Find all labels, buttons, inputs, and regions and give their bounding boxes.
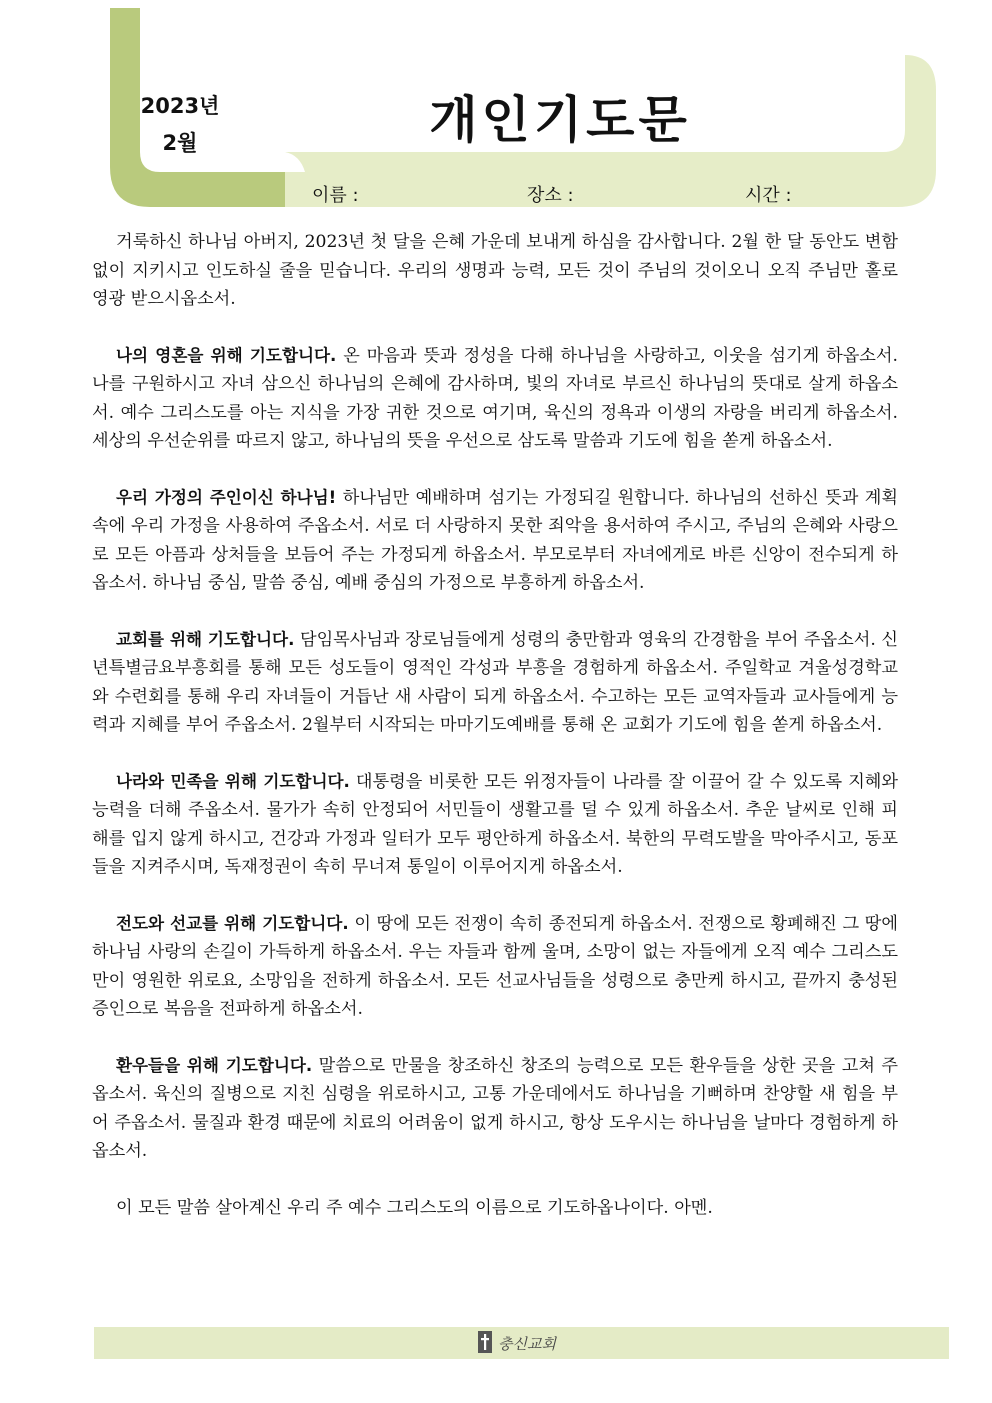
place-field-label: 장소 : bbox=[527, 185, 574, 206]
paragraph-heading: 교회를 위해 기도합니다. bbox=[116, 629, 295, 649]
prayer-paragraph-church bbox=[92, 626, 898, 740]
paragraph-heading: 나라와 민족을 위해 기도합니다. bbox=[116, 771, 350, 791]
prayer-paragraph-mission bbox=[92, 910, 898, 1024]
paragraph-heading: 나의 영혼을 위해 기도합니다. bbox=[116, 345, 337, 365]
prayer-paragraph-family bbox=[92, 484, 898, 598]
paragraph-heading: 우리 가정의 주인이신 하나님! bbox=[116, 487, 337, 507]
church-logo-text: 충신교회 bbox=[498, 1335, 556, 1353]
prayer-paragraph-intro bbox=[92, 228, 898, 314]
name-field-label: 이름 : bbox=[312, 185, 359, 206]
paragraph-text: 대통령을 비롯한 모든 위정자들이 나라를 잘 이끌어 갈 수 있도록 지혜와 능력을 더해 주옵소서. 물가가 속히 안정되어 서민들이 생활고를 덜 수 있게 하옵소서. 추운 날씨로 인해 피해를 입지 않게 하시고, 건강과 가정과 일터가 모두 평안하게 하옵소서. 북한의 무력도발을 막아주시고, 동포들을 지켜주시며, 독재정권이 속히 무너져 통일이 이루어지게 하옵소서. bbox=[92, 771, 898, 877]
paragraph-text: 온 마음과 뜻과 정성을 다해 하나님을 사랑하고, 이웃을 섬기게 하옵소서. 나를 구원하시고 자녀 삼으신 하나님의 은혜에 감사하며, 빛의 자녀로 부르신 하나님의 뜻대로 살게 하옵소서. 예수 그리스도를 아는 지식을 가장 귀한 것으로 여기며, 육신의 정욕과 이생의 자랑을 버리게 하옵소서. 세상의 우선순위를 따르지 않고, 하나님의 뜻을 우선으로 삼도록 말씀과 기도에 힘을 쏟게 하옵소서. bbox=[92, 345, 898, 451]
paragraph-text: 담임목사님과 장로님들에게 성령의 충만함과 영육의 간경함을 부어 주옵소서. 신년특별금요부흥회를 통해 모든 성도들이 영적인 각성과 부흥을 경험하게 하옵소서. 주일학교 겨울성경학교와 수련회를 통해 우리 자녀들이 거듭난 새 사람이 되게 하옵소서. 수고하는 모든 교역자들과 교사들에게 능력과 지혜를 부어 주옵소서. 2월부터 시작되는 마마기도예배를 통해 온 교회가 기도에 힘을 쏟게 하옵소서. bbox=[92, 629, 898, 735]
month-label: 2월 bbox=[162, 131, 198, 155]
paragraph-text: 말씀으로 만물을 창조하신 창조의 능력으로 모든 환우들을 상한 곳을 고쳐 주옵소서. 육신의 질병으로 지친 심령을 위로하시고, 고통 가운데에서도 하나님을 기뻐하며 찬양할 새 힘을 부어 주옵소서. 물질과 환경 때문에 치료의 어려움이 없게 하시고, 항상 도우시는 하나님을 날마다 경험하게 하옵소서. bbox=[92, 1055, 898, 1161]
header-banner bbox=[0, 0, 992, 215]
prayer-paragraph-nation bbox=[92, 768, 898, 882]
page-title: 개인기도문 bbox=[429, 91, 691, 149]
year-label: 2023년 bbox=[140, 94, 220, 118]
prayer-body bbox=[92, 228, 898, 1222]
cross-logo-icon bbox=[478, 1331, 492, 1353]
paragraph-text: 거룩하신 하나님 아버지, 2023년 첫 달을 은혜 가운데 보내게 하심을 감사합니다. 2월 한 달 동안도 변함없이 지키시고 인도하실 줄을 믿습니다. 우리의 생명과 능력, 모든 것이 주님의 것이오니 오직 주님만 홀로 영광 받으시옵소서. bbox=[92, 232, 898, 309]
prayer-paragraph-soul bbox=[92, 342, 898, 456]
paragraph-heading: 전도와 선교를 위해 기도합니다. bbox=[116, 913, 349, 933]
paragraph-text: 이 땅에 모든 전쟁이 속히 종전되게 하옵소서. 전쟁으로 황폐해진 그 땅에 하나님 사랑의 손길이 가득하게 하옵소서. 우는 자들과 함께 울며, 소망이 없는 자들에게 오직 예수 그리스도만이 영원한 위로요, 소망임을 전하게 하옵소서. 모든 선교사님들을 성령으로 충만케 하시고, 끝까지 충성된 증인으로 복음을 전파하게 하옵소서. bbox=[92, 913, 898, 1019]
paragraph-text: 이 모든 말씀 살아계신 우리 주 예수 그리스도의 이름으로 기도하옵나이다. 아멘. bbox=[116, 1197, 713, 1218]
paragraph-text: 하나님만 예배하며 섬기는 가정되길 원합니다. 하나님의 선하신 뜻과 계획 속에 우리 가정을 사용하여 주옵소서. 서로 더 사랑하지 못한 죄악을 용서하여 주시고, 주님의 은혜와 사랑으로 모든 아픔과 상처들을 보듬어 주는 가정되게 하옵소서. 부모로부터 자녀에게로 바른 신앙이 전수되게 하옵소서. 하나님 중심, 말씀 중심, 예배 중심의 가정으로 부흥하게 하옵소서. bbox=[92, 487, 898, 593]
footer-bar bbox=[94, 1327, 949, 1359]
time-field-label: 시간 : bbox=[745, 185, 792, 206]
prayer-paragraph-closing bbox=[92, 1194, 898, 1223]
paragraph-heading: 환우들을 위해 기도합니다. bbox=[116, 1055, 313, 1075]
prayer-paragraph-patients bbox=[92, 1052, 898, 1166]
